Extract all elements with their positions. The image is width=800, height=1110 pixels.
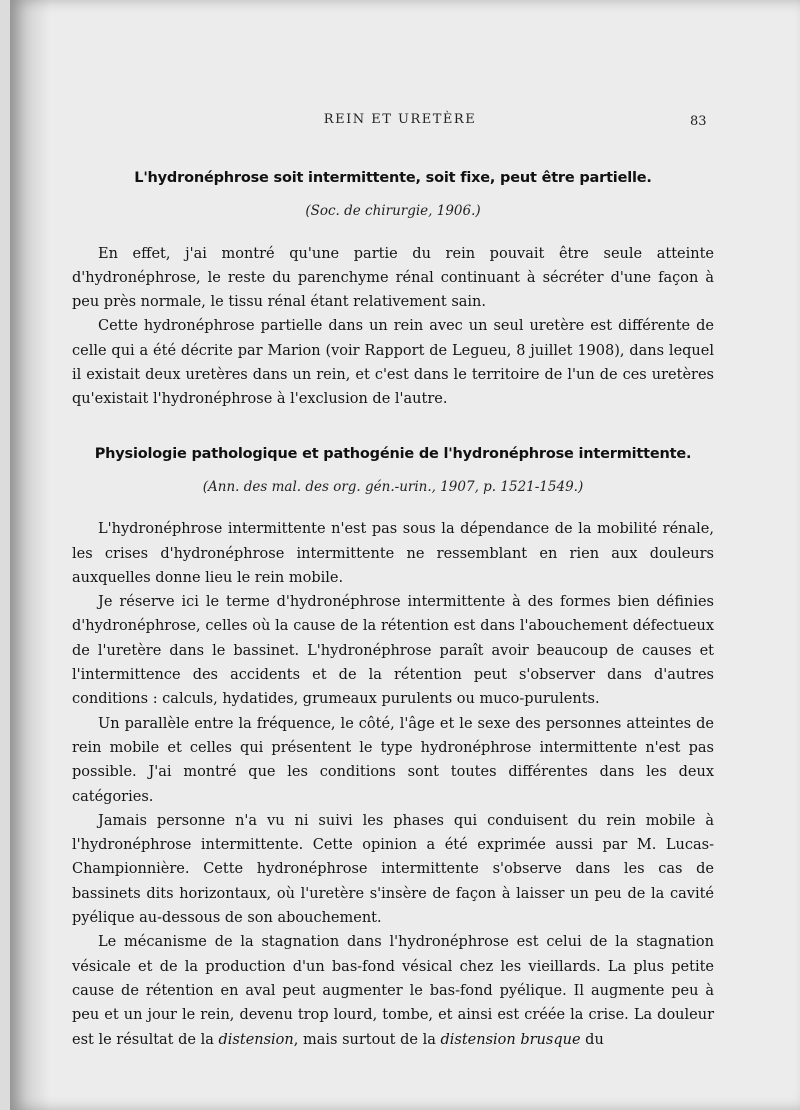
page-body bbox=[72, 166, 714, 1052]
paragraph-5-text-a: Le mécanisme de la stagnation dans l'hydronéphrose est celui de la stagnation vésicale et de la production d'un bas-fond vésical chez les vieillards. La plus petite cause de rétention en aval peut augmenter le bas-fond pyélique. Il augmente peu à peu et un jour le rein, devenu trop lourd, tombe, et ainsi est créée la crise. La douleur est le résultat de la bbox=[72, 934, 714, 1048]
section2-paragraph-1: L'hydronéphrose intermittente n'est pas sous la dépendance de la mobilité rénale, les crises d'hydronéphrose intermittente ne ressemblant en rien aux douleurs auxquelles donne lieu le rein mobile. bbox=[72, 521, 714, 586]
section1-reference: (Soc. de chirurgie, 1906.) bbox=[305, 203, 481, 220]
section2-title: Physiologie pathologique et pathogénie de l'hydronéphrose intermittente. bbox=[94, 445, 692, 462]
paragraph-5-text-c: du bbox=[580, 1031, 604, 1048]
page-gutter-shadow bbox=[10, 0, 50, 1110]
section1-title: L'hydronéphrose soit intermittente, soit fixe, peut être partielle. bbox=[134, 170, 652, 186]
page-number: 83 bbox=[690, 114, 707, 129]
paragraph-5-text-b: , mais surtout de la bbox=[293, 1031, 441, 1048]
section2-paragraph-5 bbox=[72, 930, 714, 1051]
section2-body bbox=[72, 517, 714, 1052]
section1-paragraph-1: En effet, j'ai montré qu'une partie du rein pouvait être seule atteinte d'hydronéphrose, le reste du parenchyme rénal continuant à sécréter d'une façon à peu près normale, le tissu rénal étant relativement sain. bbox=[72, 245, 714, 311]
section2-reference: (Ann. des mal. des org. gén.-urin., 1907, p. 1521-1549.) bbox=[202, 478, 584, 495]
section2-paragraph-3: Un parallèle entre la fréquence, le côté, l'âge et le sexe des personnes atteintes de rein mobile et celles qui présentent le type hydronéphrose intermittente n'est pas possible. J'ai montré que les conditions sont toutes différentes dans les deux catégories. bbox=[72, 715, 714, 805]
emphasis-distension-brusque: distension brusque bbox=[440, 1031, 581, 1048]
section1-body bbox=[72, 242, 714, 412]
running-head: REIN ET URETÈRE bbox=[323, 112, 477, 127]
section1-paragraph-2: Cette hydronéphrose partielle dans un rein avec un seul uretère est différente de celle qui a été décrite par Marion (voir Rapport de Legueu, 8 juillet 1908), dans lequel il existait deux uretères dans un rein, et c'est dans le territoire de l'un de ces uretères qu'existait l'hydronéphrose à l'exclusion de l'autre. bbox=[72, 318, 714, 408]
section2-paragraph-2: Je réserve ici le terme d'hydronéphrose intermittente à des formes bien définies d'hydronéphrose, celles où la cause de la rétention est dans l'abouchement défectueux de l'uretère dans le bassinet. L'hydronéphrose paraît avoir beaucoup de causes et l'intermittence des accidents et de la rétention peut s'observer dans d'autres conditions : calculs, hydatides, grumeaux purulents ou muco-purulents. bbox=[72, 594, 714, 708]
section2-paragraph-4: Jamais personne n'a vu ni suivi les phases qui conduisent du rein mobile à l'hydronéphrose intermittente. Cette opinion a été exprimée aussi par M. Lucas-Championnière. Cette hydronéphrose intermittente s'observe dans les cas de bassinets dits horizontaux, où l'uretère s'insère de façon à laisser un peu de la cavité pyélique au-dessous de son abouchement. bbox=[72, 812, 714, 927]
emphasis-distension: distension bbox=[218, 1031, 294, 1048]
